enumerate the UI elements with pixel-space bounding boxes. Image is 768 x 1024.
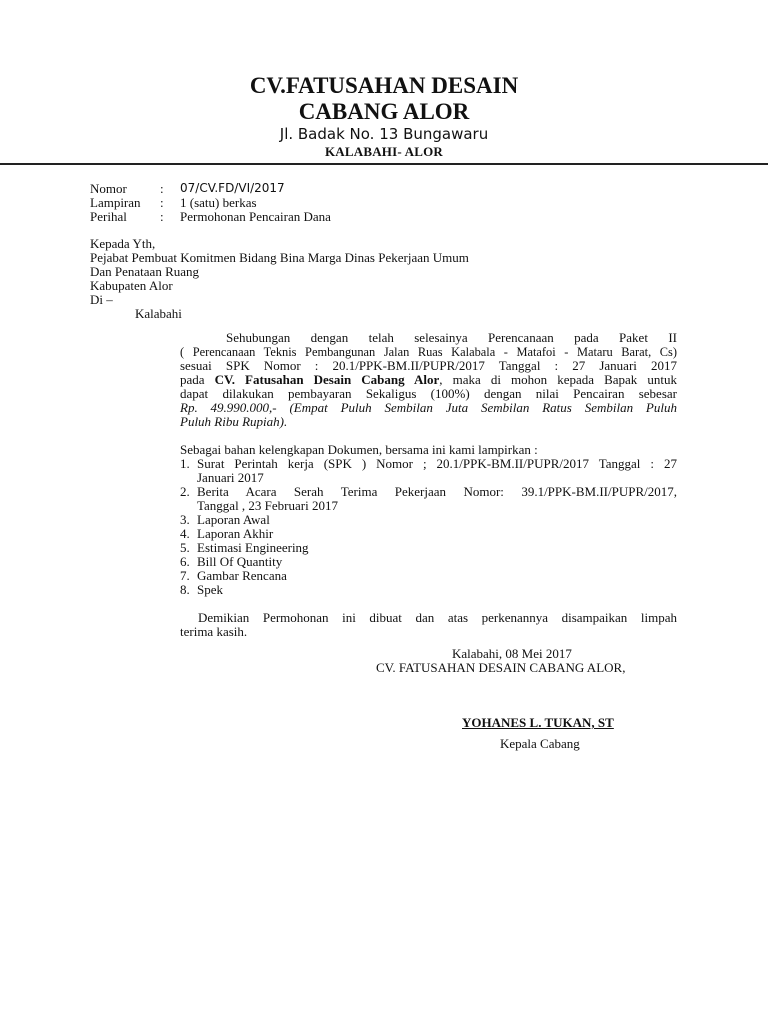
meta-label: Lampiran	[90, 195, 141, 210]
paragraph-amount-line: Puluh Ribu Rupiah).	[180, 414, 288, 429]
meta-value: 07/CV.FD/VI/2017	[180, 181, 285, 195]
meta-value: Permohonan Pencairan Dana	[180, 209, 331, 224]
list-number: 8.	[180, 582, 190, 597]
list-line: Tanggal , 23 Februari 2017	[197, 498, 338, 513]
list-line: Laporan Awal	[197, 512, 270, 527]
list-number: 7.	[180, 568, 190, 583]
paragraph-text: , maka di mohon kepada Bapak untuk	[439, 372, 677, 387]
paragraph-line: Sehubungan dengan telah selesainya Perencanaan pada Paket II	[226, 330, 677, 345]
list-line: Bill Of Quantity	[197, 554, 283, 569]
list-line: Laporan Akhir	[197, 526, 274, 541]
paragraph-line	[180, 373, 677, 387]
list-line: Surat Perintah kerja (SPK ) Nomor ; 20.1/PPK-BM.II/PUPR/2017 Tanggal : 27	[197, 456, 677, 471]
company-name: CV.FATUSAHAN DESAIN	[249, 73, 519, 98]
closing-paragraph	[180, 611, 677, 639]
list-line: Spek	[197, 582, 223, 597]
signature-company: CV. FATUSAHAN DESAIN CABANG ALOR,	[376, 660, 626, 675]
paragraph-text: pada	[180, 372, 215, 387]
paragraph-amount-line: Rp. 49.990.000,- (Empat Puluh Sembilan Juta Sembilan Ratus Sembilan Puluh	[180, 400, 677, 415]
closing-line: Demikian Permohonan ini dibuat dan atas perkenannya disampaikan limpah	[198, 610, 677, 625]
branch-name: CABANG ALOR	[298, 99, 470, 124]
main-paragraph	[180, 331, 677, 429]
recipient-greeting: Kepada Yth,	[90, 236, 156, 251]
meta-colon: :	[160, 181, 164, 196]
paragraph-line: sesuai SPK Nomor : 20.1/PPK-BM.II/PUPR/2017 Tanggal : 27 Januari 2017	[180, 358, 677, 373]
meta-label: Nomor	[90, 181, 127, 196]
recipient-di: Di –	[90, 292, 113, 307]
meta-colon: :	[160, 209, 164, 224]
place-date: Kalabahi, 08 Mei 2017	[452, 646, 572, 661]
list-number: 5.	[180, 540, 190, 555]
meta-label: Perihal	[90, 209, 127, 224]
recipient-line-3: Kabupaten Alor	[90, 278, 173, 293]
list-number: 2.	[180, 484, 190, 499]
list-line: Estimasi Engineering	[197, 540, 309, 555]
recipient-line-2: Dan Penataan Ruang	[90, 264, 200, 279]
attachments-intro: Sebagai bahan kelengkapan Dokumen, bersama ini kami lampirkan :	[180, 442, 538, 457]
company-address: Jl. Badak No. 13 Bungawaru	[279, 125, 489, 143]
list-number: 4.	[180, 526, 190, 541]
recipient-line-1: Pejabat Pembuat Komitmen Bidang Bina Marga Dinas Pekerjaan Umum	[90, 250, 469, 265]
paragraph-line: dapat dilakukan pembayaran Sekaligus (100%) dengan nilai Pencairan sebesar	[180, 386, 677, 401]
company-highlight: CV. Fatusahan Desain Cabang Alor	[214, 372, 440, 387]
list-number: 3.	[180, 512, 190, 527]
recipient-place: Kalabahi	[135, 306, 182, 321]
list-line: Gambar Rencana	[197, 568, 287, 583]
list-line: Januari 2017	[197, 470, 264, 485]
list-number: 6.	[180, 554, 190, 569]
meta-value: 1 (satu) berkas	[180, 195, 257, 210]
signatory-name: YOHANES L. TUKAN, ST	[462, 715, 614, 730]
list-text	[197, 457, 677, 485]
letterhead-divider	[0, 163, 768, 165]
meta-colon: :	[160, 195, 164, 210]
signatory-title: Kepala Cabang	[500, 736, 580, 751]
closing-line: terima kasih.	[180, 624, 248, 639]
list-number: 1.	[180, 456, 190, 471]
paragraph-line: ( Perencanaan Teknis Pembangunan Jalan Ruas Kalabala - Matafoi - Mataru Barat, Cs)	[180, 345, 677, 359]
company-city: KALABAHI- ALOR	[324, 144, 443, 159]
list-text	[197, 485, 677, 513]
list-line: Berita Acara Serah Terima Pekerjaan Nomor: 39.1/PPK-BM.II/PUPR/2017,	[197, 484, 677, 499]
